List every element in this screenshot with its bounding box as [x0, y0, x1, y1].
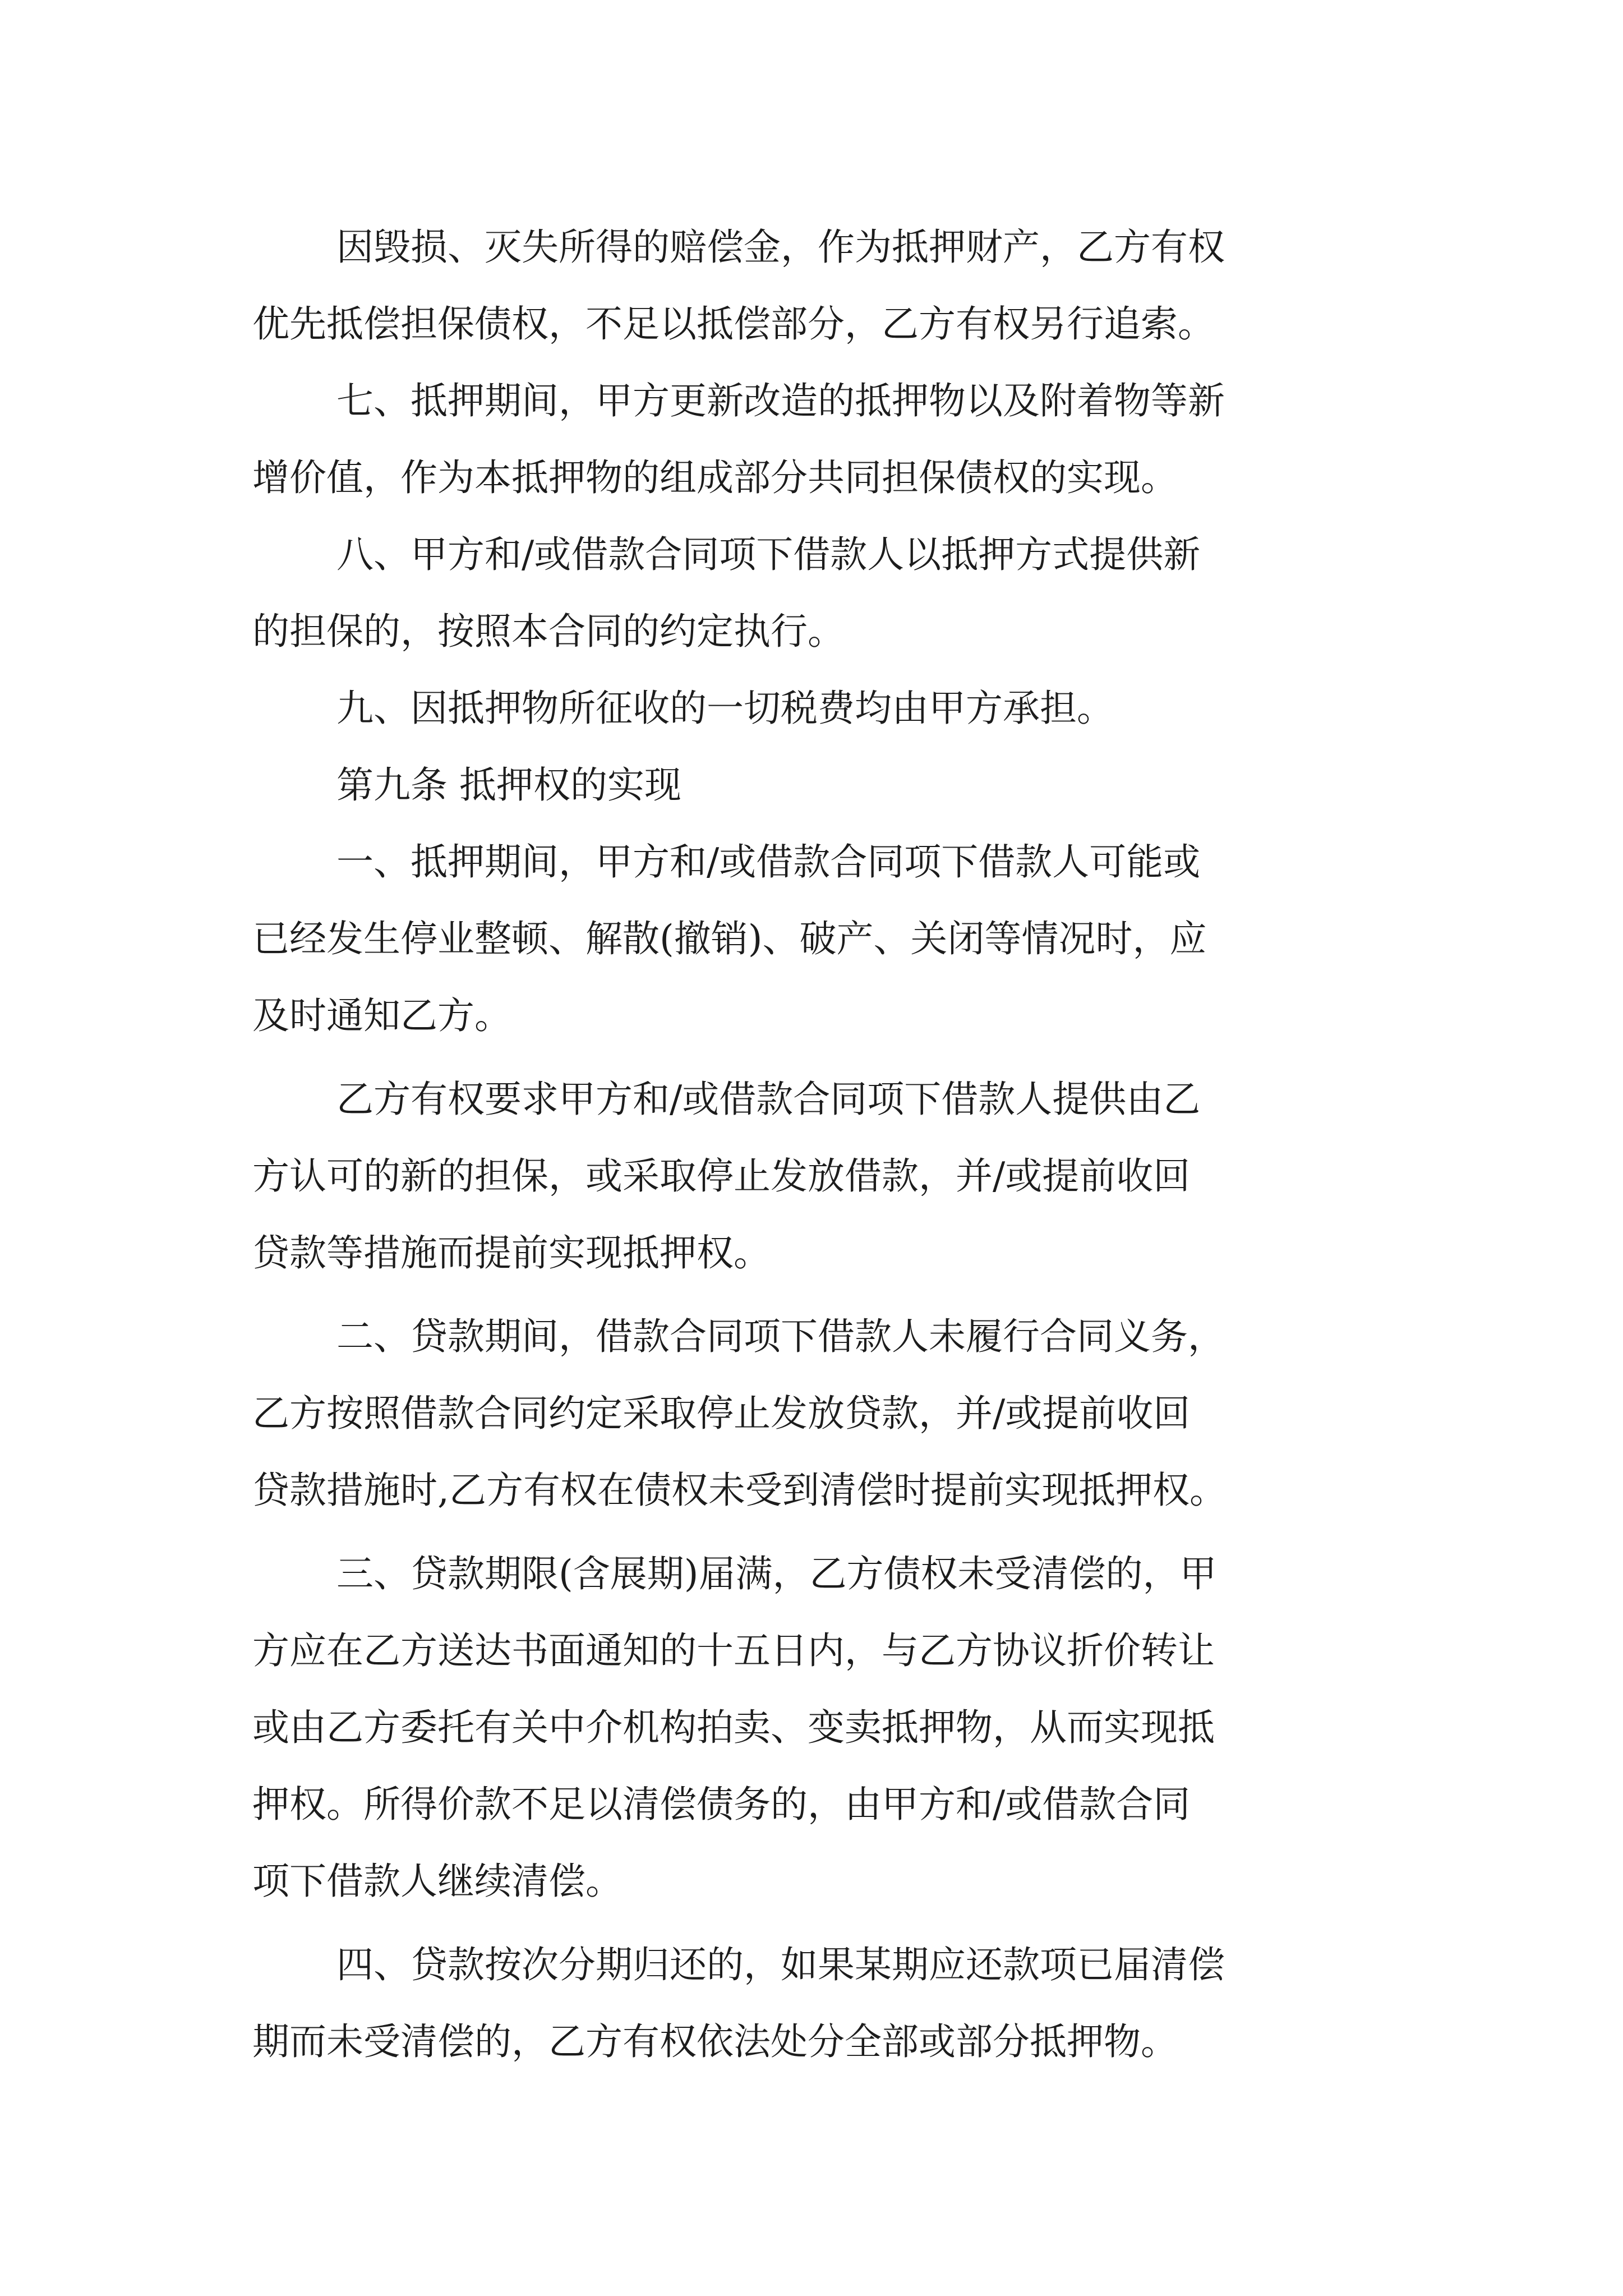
- text-line: 项下借款人继续清偿。: [252, 1860, 623, 1903]
- document-body: [252, 216, 1380, 2087]
- text-line: 乙方按照借款合同约定采取停止发放贷款，并/或提前收回: [252, 1392, 1191, 1435]
- text-line: 及时通知乙方。: [252, 994, 511, 1037]
- text-line: 方应在乙方送达书面通知的十五日内，与乙方协议折价转让: [252, 1629, 1215, 1672]
- text-line: 期而未受清偿的，乙方有权依法处分全部或部分抵押物。: [252, 2020, 1178, 2063]
- text-line: 贷款措施时,乙方有权在债权未受到清偿时提前实现抵押权。: [252, 1469, 1227, 1512]
- text-line: 的担保的，按照本合同的约定执行。: [252, 610, 845, 653]
- text-line: 七、抵押期间，甲方更新改造的抵押物以及附着物等新: [336, 379, 1225, 422]
- text-line: 押权。所得价款不足以清偿债务的，由甲方和/或借款合同: [252, 1783, 1191, 1826]
- text-line: 因毁损、灭失所得的赔偿金，作为抵押财产，乙方有权: [336, 226, 1225, 269]
- text-line: 增价值，作为本抵押物的组成部分共同担保债权的实现。: [252, 456, 1178, 499]
- text-line: 优先抵偿担保债权，不足以抵偿部分，乙方有权另行追索。: [252, 302, 1215, 346]
- text-line: 方认可的新的担保，或采取停止发放借款，并/或提前收回: [252, 1154, 1191, 1198]
- text-line: 或由乙方委托有关中介机构拍卖、变卖抵押物，从而实现抵: [252, 1706, 1215, 1749]
- section-heading: 第九条 抵押权的实现: [336, 763, 681, 807]
- text-line: 四、贷款按次分期归还的，如果某期应还款项已届清偿: [336, 1943, 1225, 1986]
- text-line: 二、贷款期间，借款合同项下借款人未履行合同义务，: [336, 1315, 1225, 1358]
- text-line: 贷款等措施而提前实现抵押权。: [252, 1231, 771, 1274]
- text-line: 已经发生停业整顿、解散(撤销)、破产、关闭等情况时，应: [252, 917, 1207, 960]
- text-line: 八、甲方和/或借款合同项下借款人以抵押方式提供新: [336, 533, 1201, 576]
- text-line: 乙方有权要求甲方和/或借款合同项下借款人提供由乙: [336, 1078, 1201, 1121]
- text-line: 九、因抵押物所征收的一切税费均由甲方承担。: [336, 687, 1114, 730]
- text-line: 一、抵押期间，甲方和/或借款合同项下借款人可能或: [336, 840, 1201, 884]
- text-line: 三、贷款期限(含展期)届满，乙方债权未受清偿的，甲: [336, 1552, 1217, 1595]
